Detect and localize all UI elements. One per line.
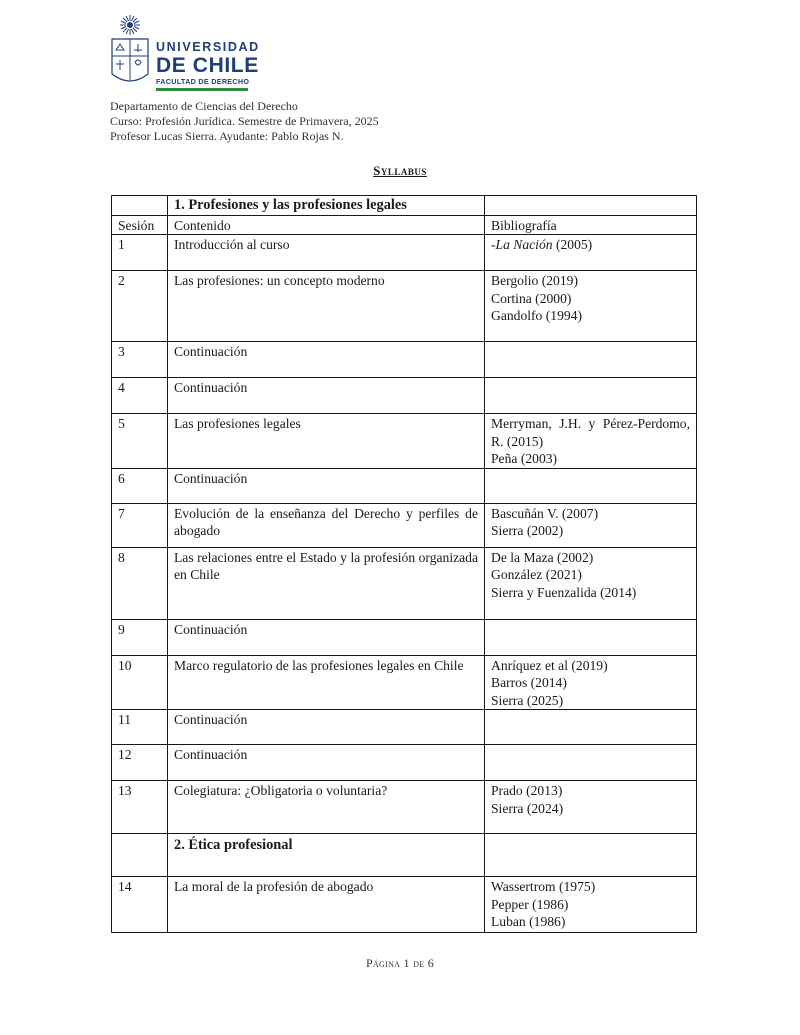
section-title: 2. Ética profesional xyxy=(168,834,485,877)
session-content: Las profesiones: un concepto moderno xyxy=(168,271,485,342)
bib-entry: Sierra (2025) xyxy=(491,692,564,708)
table-row xyxy=(112,342,697,378)
table-row xyxy=(112,745,697,781)
session-number: 2 xyxy=(112,271,168,342)
table-row xyxy=(112,547,697,619)
session-number: 4 xyxy=(112,378,168,414)
bib-entry: Barros (2014) xyxy=(491,675,567,690)
session-number: 3 xyxy=(112,342,168,378)
bib-italic-title: La Nación xyxy=(495,237,553,252)
session-number: 5 xyxy=(112,414,168,469)
session-number: 7 xyxy=(112,503,168,547)
session-bibliography xyxy=(485,235,697,271)
table-row xyxy=(112,655,697,710)
session-content: La moral de la profesión de abogado xyxy=(168,877,485,933)
page-number-footer: Página 1 de 6 xyxy=(365,956,434,970)
table-row xyxy=(112,710,697,745)
document-header xyxy=(110,99,379,144)
session-content: Continuación xyxy=(168,468,485,503)
empty-cell xyxy=(485,834,697,877)
bib-entry: Bascuñán V. (2007) xyxy=(491,505,599,521)
session-bibliography xyxy=(485,877,697,933)
session-number: 13 xyxy=(112,781,168,834)
session-number: 12 xyxy=(112,745,168,781)
session-bibliography xyxy=(485,378,697,414)
session-bibliography xyxy=(485,745,697,781)
university-crest-icon xyxy=(110,14,150,88)
session-content: Continuación xyxy=(168,619,485,655)
department-line: Departamento de Ciencias del Derecho xyxy=(110,99,298,113)
column-header-content: Contenido xyxy=(168,215,485,235)
table-row xyxy=(112,235,697,271)
section-header-row xyxy=(112,196,697,216)
column-header-row xyxy=(112,215,697,235)
empty-cell xyxy=(112,834,168,877)
column-header-bibliography: Bibliografía xyxy=(485,215,697,235)
session-bibliography xyxy=(485,781,697,834)
syllabus-table xyxy=(111,195,697,933)
session-number: 11 xyxy=(112,710,168,745)
bib-entry: Pepper (1986) xyxy=(491,896,569,912)
session-content: Introducción al curso xyxy=(168,235,485,271)
session-bibliography xyxy=(485,414,697,469)
section-header-row xyxy=(112,834,697,877)
bib-entry: Peña (2003) xyxy=(491,451,558,466)
table-row xyxy=(112,877,697,933)
session-bibliography xyxy=(485,547,697,619)
table-row xyxy=(112,468,697,503)
table-row xyxy=(112,378,697,414)
bib-entry: Sierra y Fuenzalida (2014) xyxy=(491,584,637,600)
empty-cell xyxy=(485,196,697,216)
session-content: Las profesiones legales xyxy=(168,414,485,469)
bib-entry: Gandolfo (1994) xyxy=(491,308,582,323)
bib-year: (2005) xyxy=(552,237,593,252)
empty-cell xyxy=(112,196,168,216)
session-content: Colegiatura: ¿Obligatoria o voluntaria? xyxy=(168,781,485,834)
table-row xyxy=(112,271,697,342)
bib-entry: Bergolio (2019) xyxy=(491,273,578,288)
bib-entry: Sierra (2024) xyxy=(491,800,564,816)
bib-entry: Luban (1986) xyxy=(491,914,566,929)
session-number: 10 xyxy=(112,655,168,710)
professor-line: Profesor Lucas Sierra. Ayudante: Pablo Rojas N. xyxy=(110,129,344,143)
bib-entry: Cortina (2000) xyxy=(491,290,572,306)
course-line: Curso: Profesión Jurídica. Semestre de Primavera, 2025 xyxy=(110,114,379,128)
bib-entry: Sierra (2002) xyxy=(491,523,564,538)
table-row xyxy=(112,619,697,655)
session-content: Marco regulatorio de las profesiones legales en Chile xyxy=(168,655,485,710)
session-bibliography xyxy=(485,619,697,655)
bib-entry: González (2021) xyxy=(491,567,582,582)
session-content: Continuación xyxy=(168,745,485,781)
session-content: Continuación xyxy=(168,378,485,414)
session-content: Las relaciones entre el Estado y la profesión organizada en Chile xyxy=(168,547,485,619)
bib-entry: Anríquez et al (2019) xyxy=(491,657,608,673)
session-bibliography xyxy=(485,342,697,378)
session-number: 9 xyxy=(112,619,168,655)
bib-entry: De la Maza (2002) xyxy=(491,549,594,565)
bib-entry: Prado (2013) xyxy=(491,783,563,798)
session-number: 8 xyxy=(112,547,168,619)
logo-green-bar xyxy=(156,88,248,91)
bib-prefix: - xyxy=(491,237,496,252)
session-content: Continuación xyxy=(168,710,485,745)
bib-entry: Merryman, J.H. y Pérez-Perdomo, R. (2015) xyxy=(491,416,690,449)
university-logo xyxy=(110,14,260,88)
page-title: Syllabus xyxy=(373,163,427,178)
session-content: Evolución de la enseñanza del Derecho y perfiles de abogado xyxy=(168,503,485,547)
session-bibliography xyxy=(485,503,697,547)
table-row xyxy=(112,414,697,469)
university-name-line1: UNIVERSIDAD xyxy=(156,40,260,54)
university-name-line2: DE CHILE xyxy=(156,53,259,77)
table-row xyxy=(112,781,697,834)
column-header-session: Sesión xyxy=(112,215,168,235)
session-content: Continuación xyxy=(168,342,485,378)
table-row xyxy=(112,503,697,547)
session-number: 1 xyxy=(112,235,168,271)
faculty-name: FACULTAD DE DERECHO xyxy=(156,76,250,86)
session-bibliography xyxy=(485,271,697,342)
session-bibliography xyxy=(485,655,697,710)
session-number: 6 xyxy=(112,468,168,503)
section-title: 1. Profesiones y las profesiones legales xyxy=(168,196,485,216)
session-number: 14 xyxy=(112,877,168,933)
bib-entry: Wassertrom (1975) xyxy=(491,879,596,894)
session-bibliography xyxy=(485,710,697,745)
session-bibliography xyxy=(485,468,697,503)
